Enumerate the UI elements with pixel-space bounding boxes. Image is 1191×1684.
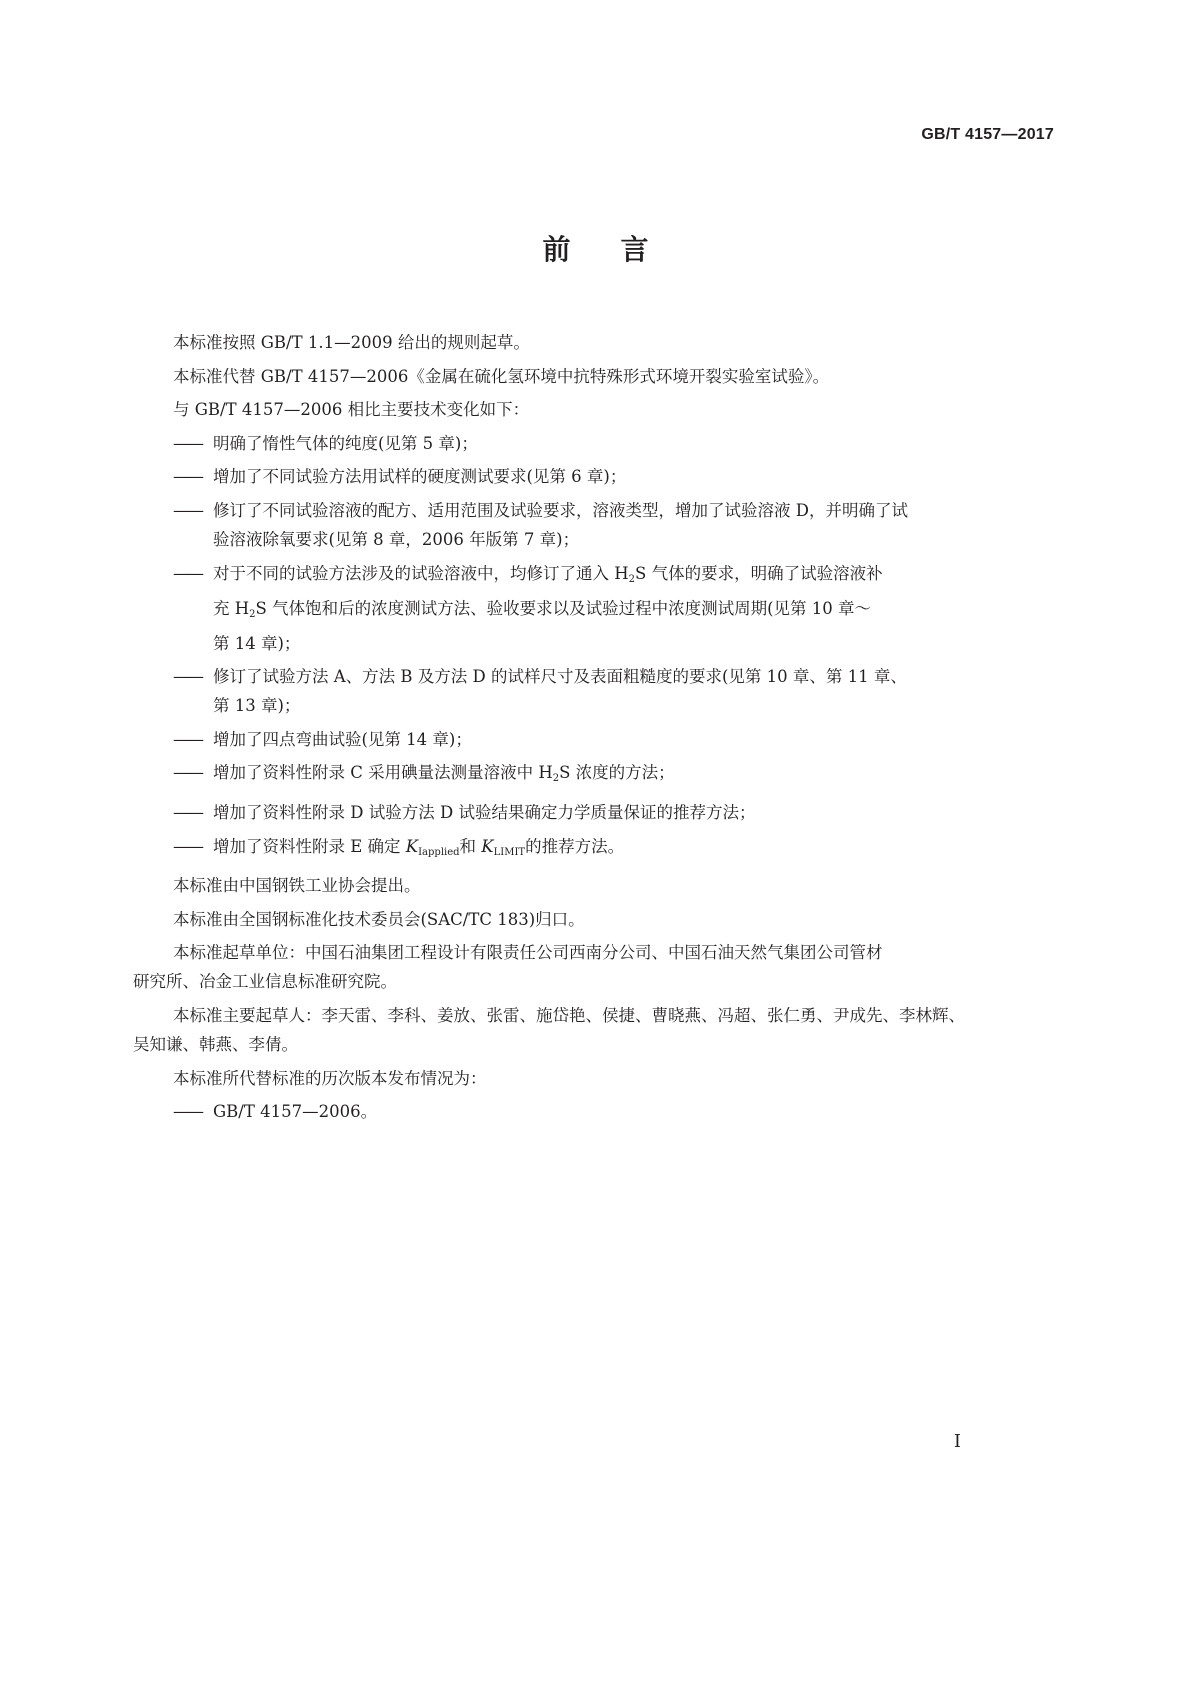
change-item-1: —— 明确了惰性气体的纯度(见第 5 章)； (173, 429, 1054, 458)
paragraph-drafting-rules: 本标准按照 GB/T 1.1—2009 给出的规则起草。 (173, 333, 530, 352)
dash-marker: —— (173, 563, 202, 583)
change-item-7: —— 增加了资料性附录 C 采用碘量法测量溶液中 $H_2S$ 浓度的方法； (173, 758, 1054, 793)
history-item: —— GB/T 4157—2006。 (173, 1097, 1054, 1126)
paragraph-drafters: 本标准主要起草人：李天雷、李科、姜放、张雷、施岱艳、侯捷、曹晓燕、冯超、张仁勇、尹成先、李林辉、 吴知谦、韩燕、李倩。 (133, 1005, 965, 1054)
dash-marker: —— (173, 1102, 202, 1122)
standard-code: GB/T 4157—2017 (921, 126, 1054, 143)
paragraph-replaces: 本标准代替 GB/T 4157—2006《金属在硫化氢环境中抗特殊形式环境开裂实验室试验》。 (173, 366, 830, 386)
dash-marker: —— (173, 467, 202, 487)
dash-marker: —— (173, 667, 202, 687)
paragraph-proposer: 本标准由中国钢铁工业协会提出。 (173, 876, 421, 896)
page-title: 前言 (542, 233, 699, 266)
page-number: I (953, 1431, 961, 1452)
change-item-4: —— 对于不同的试验方法涉及的试验溶液中，均修订了通入 $H_2S$ 气体的要求，明确了试验溶液补 充 $H_2S$ 气体饱和后的浓度测试方法、验收要求以及试验过程中浓度测试周期(见第 10 章～ 第 14 章)； (173, 559, 1054, 658)
dash-marker: —— (173, 763, 202, 783)
paragraph-changes-intro: 与 GB/T 4157—2006 相比主要技术变化如下： (173, 400, 530, 420)
change-item-2: —— 增加了不同试验方法用试样的硬度测试要求(见第 6 章)； (173, 462, 1054, 491)
paragraph-committee: 本标准由全国钢标准化技术委员会(SAC/TC 183)归口。 (173, 909, 585, 929)
change-item-8: —— 增加了资料性附录 D 试验方法 D 试验结果确定力学质量保证的推荐方法； (173, 798, 1054, 827)
change-item-9: —— 增加了资料性附录 E 确定 $K_{Iapplied}$和 $K_{LIMIT}$的推荐方法。 (173, 832, 1054, 867)
dash-marker: —— (173, 729, 202, 749)
dash-marker: —— (173, 433, 202, 453)
foreword-body (133, 328, 1054, 1131)
paragraph-history-intro: 本标准所代替标准的历次版本发布情况为： (173, 1068, 487, 1088)
paragraph-drafting-units: 本标准起草单位：中国石油集团工程设计有限责任公司西南分公司、中国石油天然气集团公司管材 研究所、冶金工业信息标准研究院。 (133, 943, 883, 992)
dash-marker: —— (173, 802, 202, 822)
change-item-3: —— 修订了不同试验溶液的配方、适用范围及试验要求，溶液类型，增加了试验溶液 D，并明确了试 验溶液除氧要求(见第 8 章，2006 年版第 7 章)； (173, 496, 1054, 554)
change-item-6: —— 增加了四点弯曲试验(见第 14 章)； (173, 725, 1054, 754)
dash-marker: —— (173, 836, 202, 856)
change-item-5: —— 修订了试验方法 A、方法 B 及方法 D 的试样尺寸及表面粗糙度的要求(见第 10 章、第 11 章、 第 13 章)； (173, 662, 1054, 720)
dash-marker: —— (173, 500, 202, 520)
